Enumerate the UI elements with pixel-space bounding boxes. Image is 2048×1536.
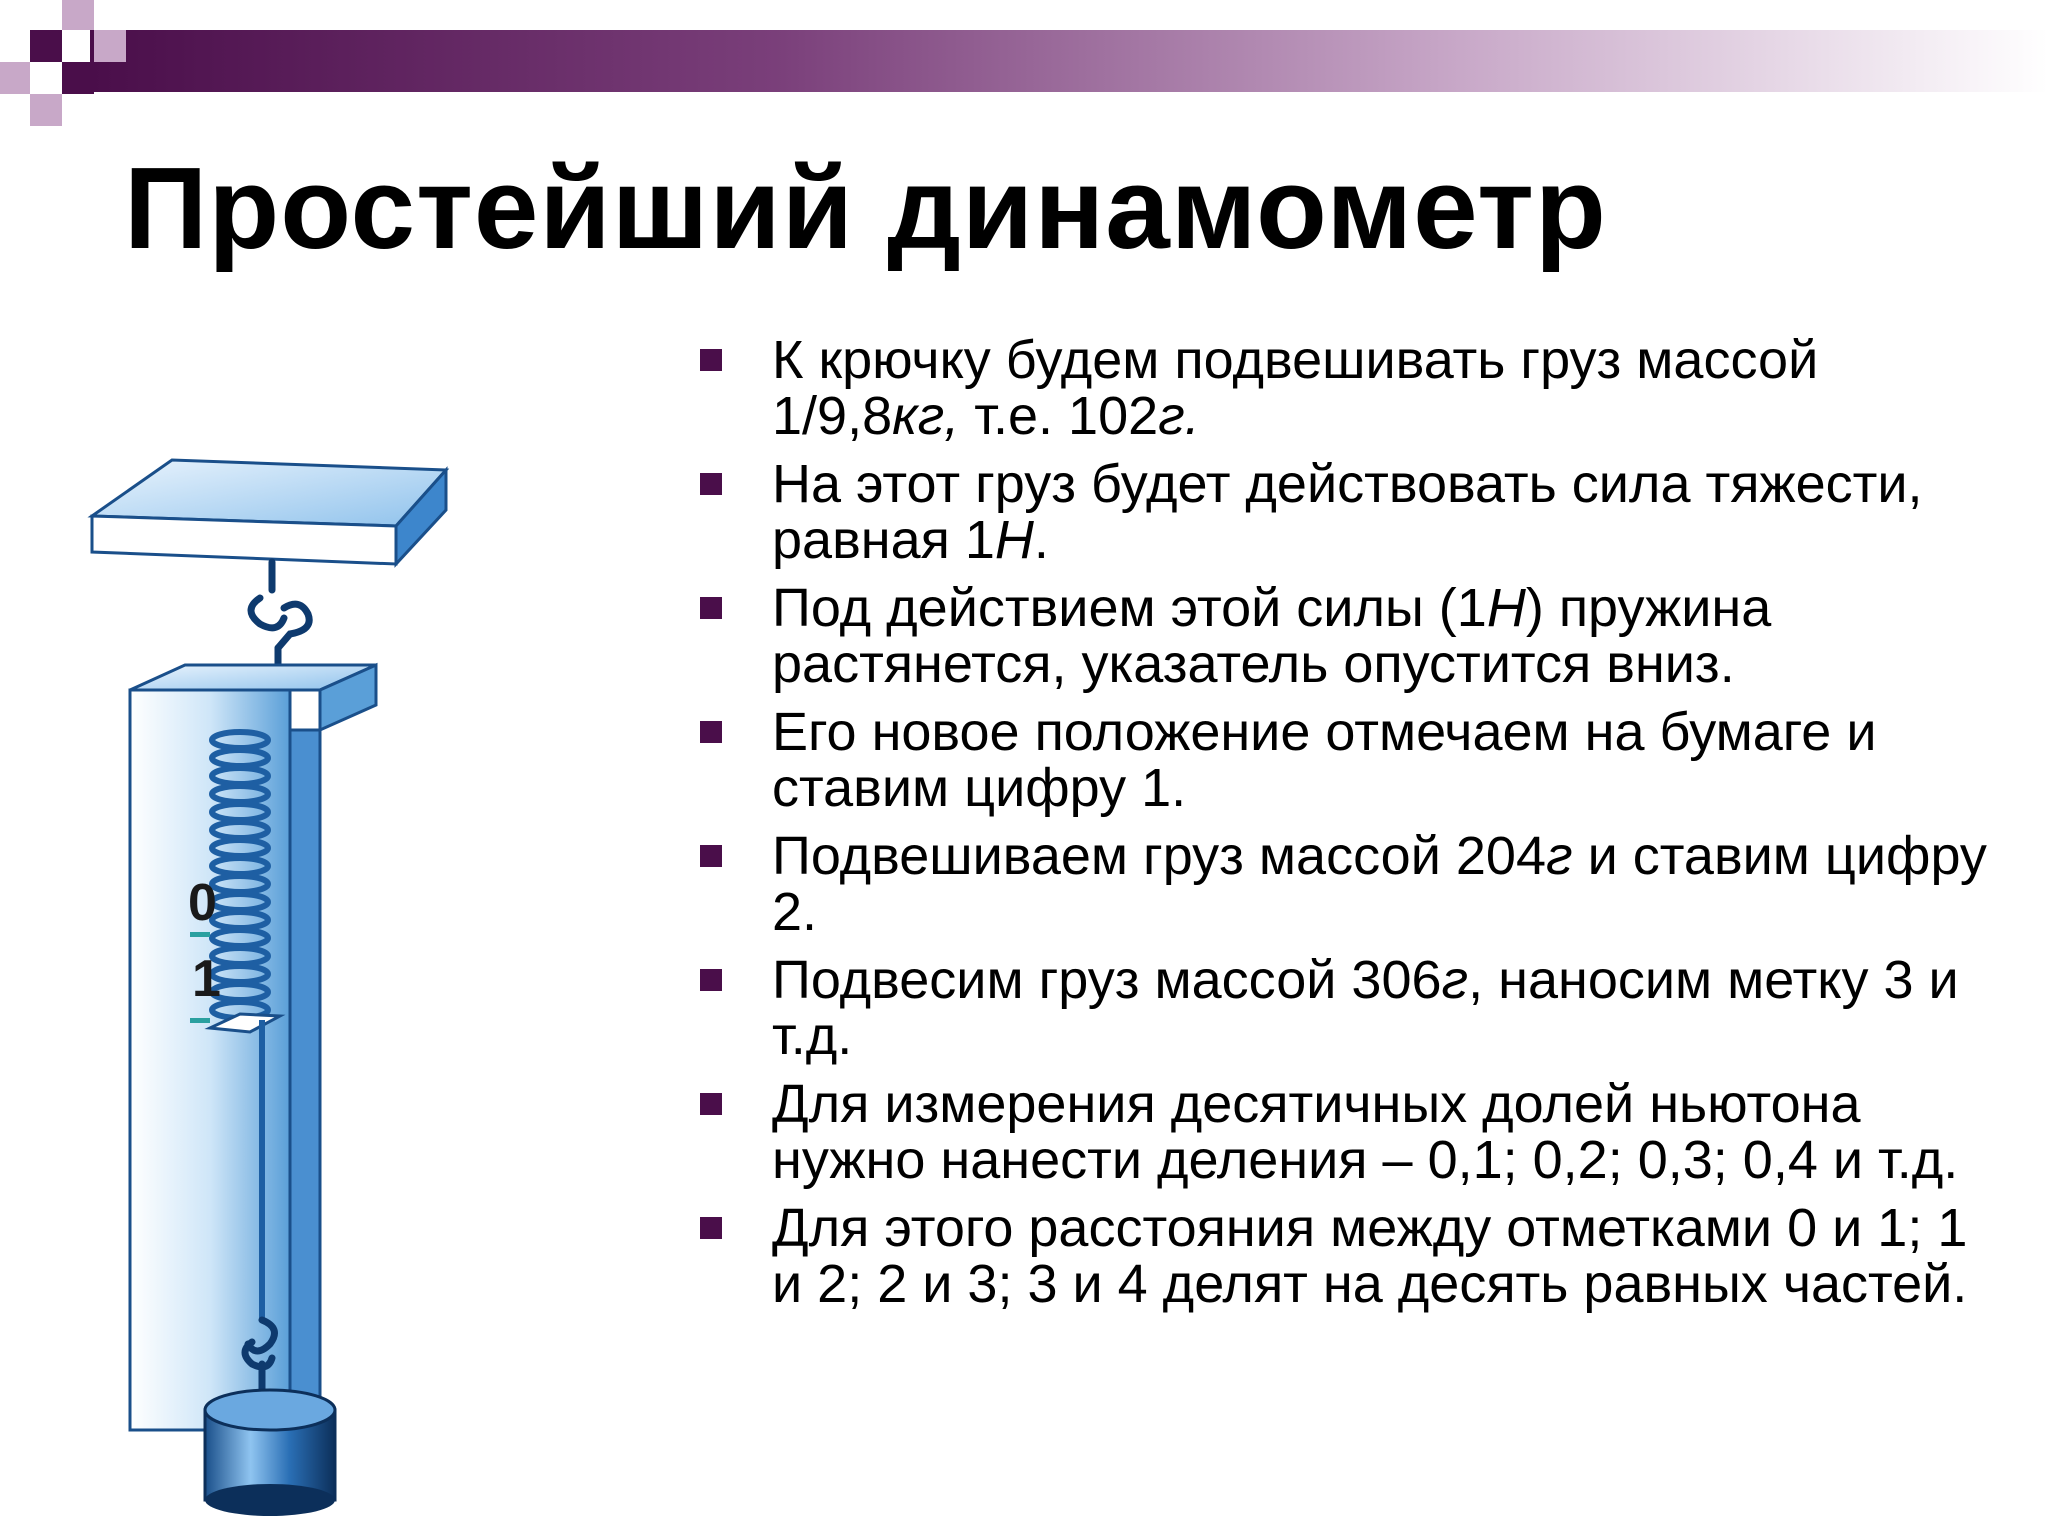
weight bbox=[205, 1390, 335, 1516]
italic-unit: г. bbox=[1158, 386, 1200, 446]
bullet-text bbox=[772, 330, 1818, 446]
bullet-item bbox=[690, 456, 1990, 568]
deco-square bbox=[0, 62, 30, 94]
top-hook bbox=[251, 562, 309, 672]
bullet-item bbox=[690, 1076, 1990, 1188]
dynamometer-illustration bbox=[80, 440, 480, 1520]
deco-square bbox=[94, 30, 126, 62]
bullet-item bbox=[690, 332, 1990, 444]
text-segment: и ставим цифру 2. bbox=[772, 826, 1987, 942]
bullet-marker-icon bbox=[700, 349, 722, 371]
italic-unit: г bbox=[1441, 950, 1469, 1010]
bullet-text bbox=[772, 578, 1771, 694]
scale-label-0: 0 bbox=[188, 874, 217, 932]
bullet-marker-icon bbox=[700, 969, 722, 991]
bullet-item bbox=[690, 952, 1990, 1064]
text-segment: т.е. 102 bbox=[959, 386, 1159, 446]
scale-label-1: 1 bbox=[192, 950, 221, 1008]
deco-square bbox=[62, 0, 94, 30]
bullet-marker-icon bbox=[700, 473, 722, 495]
text-segment: Подвесим груз массой 306 bbox=[772, 950, 1442, 1010]
bullet-marker-icon bbox=[700, 597, 722, 619]
bullet-list bbox=[690, 332, 1990, 1324]
page-title: Простейший динамометр bbox=[124, 143, 1607, 273]
bullet-text bbox=[772, 702, 1877, 818]
scale-mark bbox=[190, 932, 210, 937]
bullet-marker-icon bbox=[700, 721, 722, 743]
text-segment: К крючку будем подвешивать груз массой 1/9,8 bbox=[772, 330, 1819, 446]
bullet-item bbox=[690, 580, 1990, 692]
text-segment: . bbox=[1033, 510, 1049, 570]
top-decoration-band bbox=[0, 0, 2048, 130]
bullet-marker-icon bbox=[700, 1217, 722, 1239]
text-segment: Подвешиваем груз массой 204 bbox=[772, 826, 1546, 886]
italic-unit: кг, bbox=[892, 386, 960, 446]
ceiling-plate bbox=[92, 460, 446, 564]
bullet-marker-icon bbox=[700, 845, 722, 867]
text-segment: На этот груз будет действовать сила тяжести, равная 1 bbox=[772, 454, 1923, 570]
scale-mark bbox=[190, 1018, 210, 1023]
bullet-marker-icon bbox=[700, 1093, 722, 1115]
italic-unit: г bbox=[1545, 826, 1573, 886]
bullet-text bbox=[772, 950, 1959, 1066]
bullet-text bbox=[772, 454, 1923, 570]
bullet-text bbox=[772, 826, 1987, 942]
italic-unit: Н bbox=[1486, 578, 1526, 638]
text-segment: , наносим метку 3 и т.д. bbox=[772, 950, 1959, 1066]
text-segment: Для измерения десятичных долей ньютона нужно нанести деления – 0,1; 0,2; 0,3; 0,4 и т.д. bbox=[772, 1074, 1959, 1190]
deco-square bbox=[30, 30, 62, 62]
text-segment: ) пружина растянется, указатель опустится вниз. bbox=[772, 578, 1772, 694]
bullet-text bbox=[772, 1198, 1967, 1314]
text-segment: Для этого расстояния между отметками 0 и 1; 1 и 2; 2 и 3; 3 и 4 делят на десять равных частей. bbox=[772, 1198, 1968, 1314]
gradient-bar bbox=[90, 30, 2048, 92]
bullet-item bbox=[690, 1200, 1990, 1312]
bullet-item bbox=[690, 828, 1990, 940]
text-segment: Его новое положение отмечаем на бумаге и ставим цифру 1. bbox=[772, 702, 1877, 818]
scale-board bbox=[130, 665, 376, 1430]
bullet-text bbox=[772, 1074, 1958, 1190]
bullet-item bbox=[690, 704, 1990, 816]
deco-square bbox=[62, 62, 94, 94]
deco-square bbox=[30, 94, 62, 126]
italic-unit: Н bbox=[994, 510, 1034, 570]
text-segment: Под действием этой силы (1 bbox=[772, 578, 1487, 638]
